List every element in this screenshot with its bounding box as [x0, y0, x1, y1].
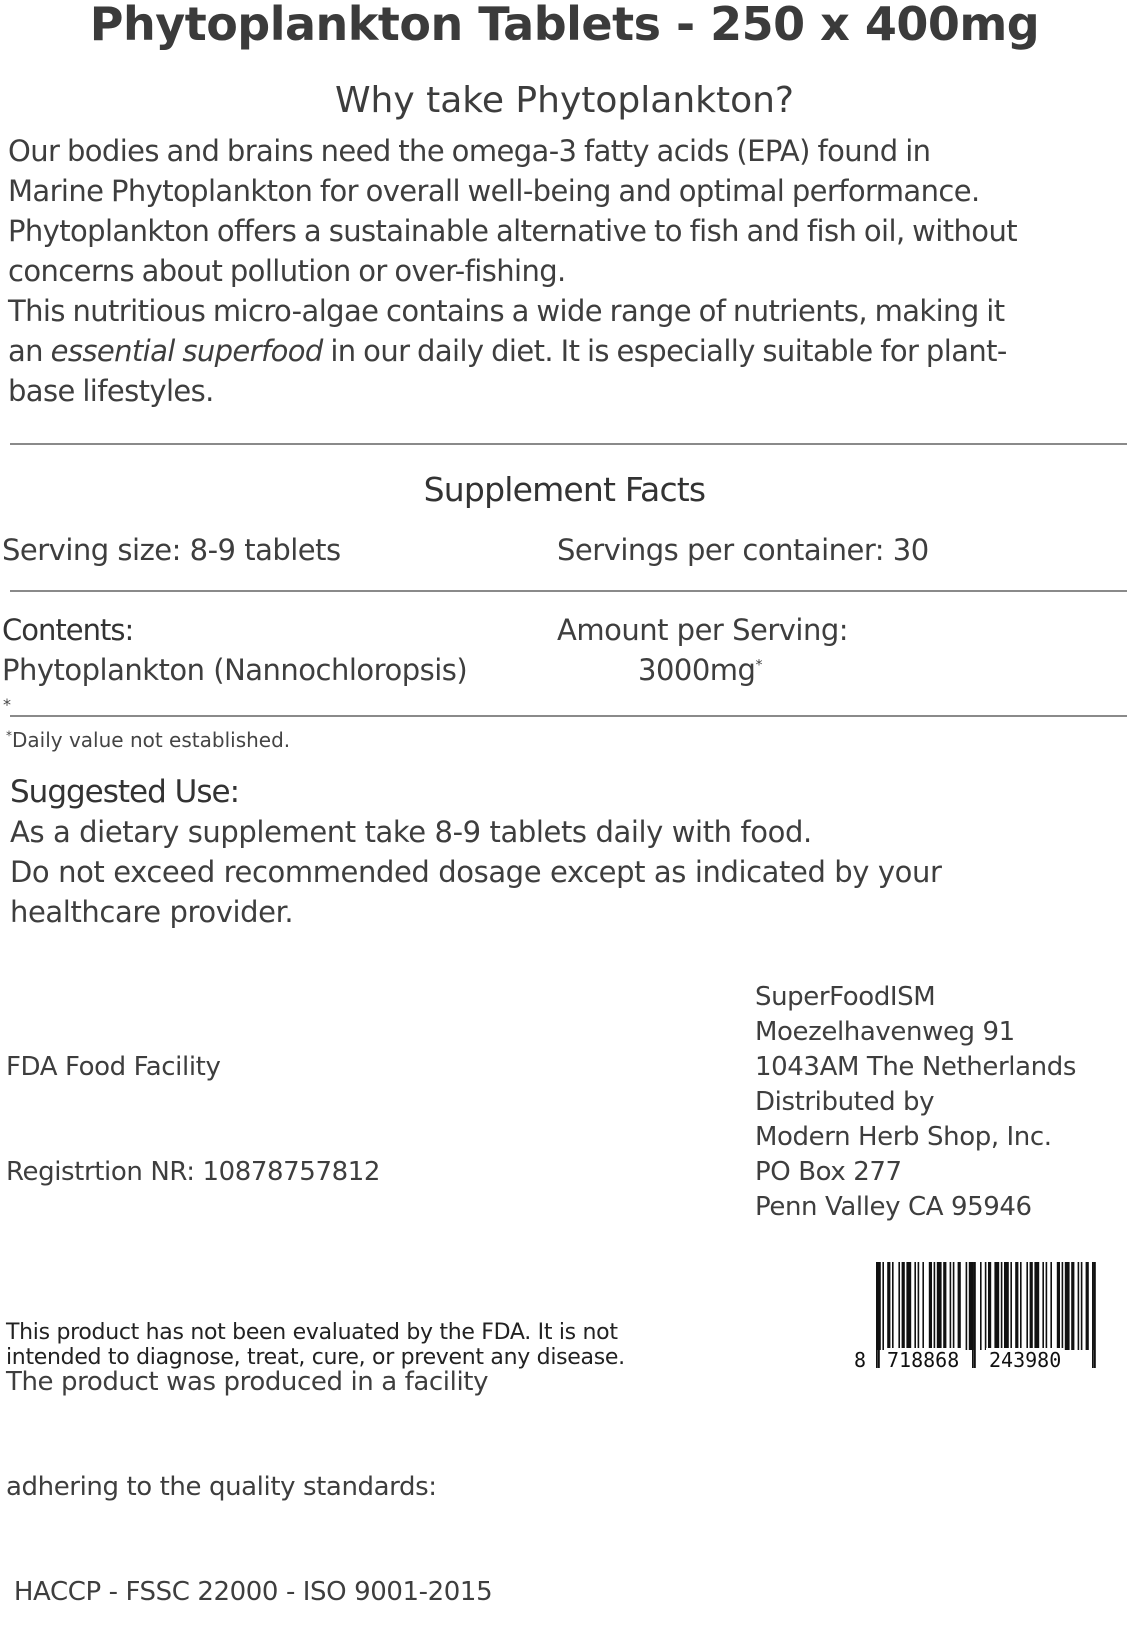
- footnote-text: Daily value not established.: [12, 728, 291, 752]
- address-line: SuperFoodISM: [755, 982, 936, 1012]
- barcode-bar: [1026, 1262, 1028, 1350]
- address-line: 1043AM The Netherlands: [755, 1052, 1076, 1082]
- company-address: [755, 980, 1076, 1225]
- barcode-bar: [914, 1262, 916, 1350]
- barcode-bar: [1015, 1262, 1018, 1350]
- serving-size: Serving size: 8-9 tablets: [2, 533, 341, 567]
- barcode-bar: [943, 1262, 946, 1350]
- footnote-mark: *: [6, 728, 12, 743]
- barcode-bar: [985, 1262, 987, 1350]
- barcode-group-right: 243980: [986, 1348, 1064, 1372]
- facility-line: [6, 1260, 492, 1295]
- intro-text: in our daily diet. It is especially suitable for plant-: [322, 334, 1007, 368]
- barcode-bar: [1050, 1262, 1052, 1350]
- barcode-bar: [988, 1262, 991, 1350]
- barcode-bar: [902, 1262, 905, 1350]
- intro-line: Phytoplankton offers a sustainable alternative to fish and fish oil, without: [8, 214, 1018, 248]
- intro-paragraph: [8, 131, 1123, 411]
- barcode-bar: [1078, 1262, 1080, 1350]
- emphasis-text: essential superfood: [50, 334, 323, 368]
- barcode-bar: [906, 1262, 911, 1350]
- barcode-bar: [953, 1262, 955, 1350]
- amount-label: Amount per Serving:: [557, 613, 849, 647]
- intro-line: concerns about pollution or over-fishing.: [8, 254, 566, 288]
- barcode-bar: [1030, 1262, 1033, 1350]
- barcode-bar: [929, 1262, 932, 1350]
- intro-text: an: [8, 334, 51, 368]
- barcode-digit-first: 8: [854, 1348, 867, 1372]
- amount-value: [638, 651, 762, 689]
- facility-line: HACCP - FSSC 22000 - ISO 9001-2015: [6, 1577, 493, 1607]
- barcode-bar: [937, 1262, 942, 1350]
- address-line: Distributed by: [755, 1087, 935, 1117]
- use-line: Do not exceed recommended dosage except as indicated by your: [10, 855, 942, 889]
- barcode-bar: [1062, 1262, 1064, 1350]
- supplement-facts-heading: Supplement Facts: [423, 470, 706, 509]
- barcode-bar: [1086, 1262, 1089, 1350]
- barcode-bar: [980, 1262, 982, 1350]
- barcode-guard-bar: [1094, 1262, 1096, 1368]
- why-heading: Why take Phytoplankton?: [334, 80, 795, 121]
- contents-label: Contents:: [2, 613, 134, 647]
- barcode-bar: [1065, 1262, 1070, 1350]
- barcode-bar: [994, 1262, 999, 1350]
- footnote: [6, 727, 290, 753]
- intro-line: This nutritious micro-algae contains a wide range of nutrients, making it: [8, 294, 1005, 328]
- address-line: PO Box 277: [755, 1157, 902, 1187]
- intro-line: [8, 331, 1123, 371]
- facility-line: The product was produced in a facility: [6, 1367, 489, 1397]
- barcode-bar: [1010, 1262, 1012, 1350]
- amount-footnote-mark: *: [755, 657, 762, 674]
- barcode-bar: [887, 1262, 890, 1350]
- facility-line: Registrtion NR: 10878757812: [6, 1157, 381, 1187]
- disclaimer-line: intended to diagnose, treat, cure, or prevent any disease.: [6, 1345, 625, 1370]
- use-line: healthcare provider.: [10, 895, 294, 929]
- barcode-bar: [1020, 1262, 1022, 1350]
- barcode-bar: [1046, 1262, 1048, 1350]
- intro-line: Our bodies and brains need the omega-3 fatty acids (EPA) found in: [8, 134, 931, 168]
- suggested-use-heading: Suggested Use:: [10, 774, 240, 810]
- disclaimer-line: This product has not been evaluated by the FDA. It is not: [6, 1320, 618, 1345]
- barcode-bar: [934, 1262, 936, 1350]
- asterisk-mark: *: [3, 695, 11, 714]
- barcode-bar: [1081, 1262, 1083, 1350]
- barcode-guard-bar: [974, 1262, 976, 1368]
- facility-info: [6, 980, 492, 1645]
- barcode-bar: [922, 1262, 924, 1350]
- barcode-bar: [892, 1262, 894, 1350]
- intro-line: Marine Phytoplankton for overall well-being and optimal performance.: [8, 174, 980, 208]
- contents-value: Phytoplankton (Nannochloropsis): [2, 653, 468, 687]
- barcode-bar: [1004, 1262, 1009, 1350]
- barcode-bar: [969, 1262, 972, 1350]
- barcode-bar: [882, 1262, 884, 1350]
- servings-per-container: Servings per container: 30: [557, 533, 929, 567]
- barcode-bar: [1034, 1262, 1039, 1350]
- address-line: Penn Valley CA 95946: [755, 1192, 1032, 1222]
- facility-line: FDA Food Facility: [6, 1052, 221, 1082]
- barcode-bar: [966, 1262, 968, 1350]
- barcode-bar: [958, 1262, 961, 1350]
- barcode-bar: [1071, 1262, 1074, 1350]
- intro-line: base lifestyles.: [8, 374, 214, 408]
- fda-disclaimer: [6, 1320, 625, 1370]
- suggested-use-body: [10, 812, 941, 932]
- barcode-guard-bar: [1092, 1262, 1094, 1368]
- divider: [10, 443, 1127, 445]
- barcode: [852, 1262, 1104, 1376]
- address-line: Moezelhavenweg 91: [755, 1017, 1015, 1047]
- barcode-bar: [1001, 1262, 1003, 1350]
- barcode-bar: [1042, 1262, 1044, 1350]
- barcode-guard-bar: [878, 1262, 880, 1368]
- barcode-guard-bar: [972, 1262, 974, 1368]
- page-title: Phytoplankton Tablets - 250 x 400mg: [89, 0, 1040, 51]
- barcode-bar: [918, 1262, 920, 1350]
- barcode-guard-bar: [876, 1262, 878, 1368]
- facility-line: adhering to the quality standards:: [6, 1472, 437, 1502]
- barcode-bar: [1057, 1262, 1060, 1350]
- barcode-group-left: 718868: [884, 1348, 962, 1372]
- amount-number: 3000mg: [638, 653, 756, 687]
- barcode-bar: [950, 1262, 952, 1350]
- use-line: As a dietary supplement take 8-9 tablets daily with food.: [10, 815, 812, 849]
- divider: [10, 590, 1127, 592]
- address-line: Modern Herb Shop, Inc.: [755, 1122, 1052, 1152]
- barcode-bar: [898, 1262, 900, 1350]
- divider: [10, 715, 1127, 717]
